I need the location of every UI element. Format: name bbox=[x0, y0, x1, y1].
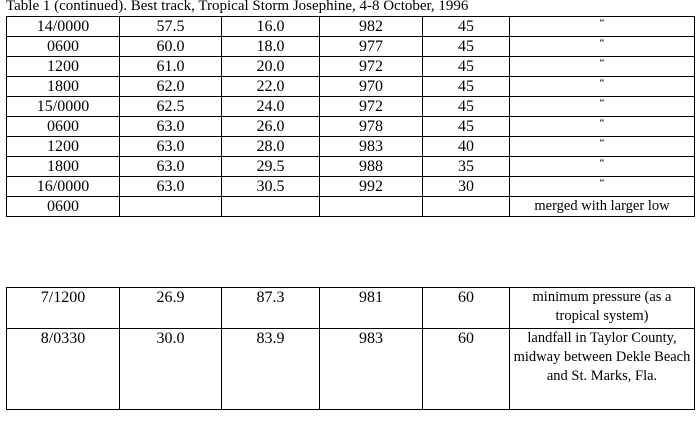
pressure-cell: 983 bbox=[320, 329, 423, 410]
stage-cell: “ bbox=[510, 157, 695, 177]
wind-speed-cell: 60 bbox=[423, 329, 510, 410]
landfall-table bbox=[6, 287, 695, 410]
table-row bbox=[7, 197, 695, 217]
stage-cell: minimum pressure (as a tropical system) bbox=[510, 288, 695, 329]
wind-speed-cell: 30 bbox=[423, 177, 510, 197]
table-row bbox=[7, 157, 695, 177]
wind-speed-cell: 40 bbox=[423, 137, 510, 157]
date-time-cell: 16/0000 bbox=[7, 177, 120, 197]
table-row bbox=[7, 37, 695, 57]
pressure-cell: 992 bbox=[320, 177, 423, 197]
longitude-cell: 22.0 bbox=[222, 77, 320, 97]
pressure-cell: 988 bbox=[320, 157, 423, 177]
table-row bbox=[7, 137, 695, 157]
table-row bbox=[7, 97, 695, 117]
date-time-cell: 0600 bbox=[7, 197, 120, 217]
latitude-cell: 62.0 bbox=[120, 77, 222, 97]
wind-speed-cell: 45 bbox=[423, 77, 510, 97]
longitude-cell: 28.0 bbox=[222, 137, 320, 157]
stage-cell: “ bbox=[510, 117, 695, 137]
date-time-cell: 1200 bbox=[7, 57, 120, 77]
longitude-cell: 83.9 bbox=[222, 329, 320, 410]
table-row bbox=[7, 57, 695, 77]
date-time-cell: 14/0000 bbox=[7, 17, 120, 37]
table-row bbox=[7, 117, 695, 137]
date-time-cell: 1800 bbox=[7, 77, 120, 97]
table-row bbox=[7, 77, 695, 97]
longitude-cell: 26.0 bbox=[222, 117, 320, 137]
date-time-cell: 0600 bbox=[7, 37, 120, 57]
wind-speed-cell: 45 bbox=[423, 17, 510, 37]
latitude-cell: 60.0 bbox=[120, 37, 222, 57]
date-time-cell: 0600 bbox=[7, 117, 120, 137]
table-row bbox=[7, 177, 695, 197]
wind-speed-cell: 35 bbox=[423, 157, 510, 177]
pressure-cell: 970 bbox=[320, 77, 423, 97]
best-track-table bbox=[6, 16, 695, 217]
longitude-cell: 18.0 bbox=[222, 37, 320, 57]
longitude-cell: 30.5 bbox=[222, 177, 320, 197]
pressure-cell: 981 bbox=[320, 288, 423, 329]
pressure-cell: 983 bbox=[320, 137, 423, 157]
latitude-cell: 62.5 bbox=[120, 97, 222, 117]
table-row bbox=[7, 17, 695, 37]
date-time-cell: 7/1200 bbox=[7, 288, 120, 329]
stage-cell: “ bbox=[510, 137, 695, 157]
stage-cell: “ bbox=[510, 77, 695, 97]
wind-speed-cell: 45 bbox=[423, 37, 510, 57]
date-time-cell: 8/0330 bbox=[7, 329, 120, 410]
table-row bbox=[7, 329, 695, 410]
longitude-cell: 87.3 bbox=[222, 288, 320, 329]
pressure-cell: 972 bbox=[320, 97, 423, 117]
stage-cell: “ bbox=[510, 97, 695, 117]
wind-speed-cell bbox=[423, 197, 510, 217]
stage-cell: merged with larger low bbox=[510, 197, 695, 217]
table-row bbox=[7, 288, 695, 329]
latitude-cell: 63.0 bbox=[120, 117, 222, 137]
wind-speed-cell: 45 bbox=[423, 97, 510, 117]
pressure-cell bbox=[320, 197, 423, 217]
latitude-cell: 63.0 bbox=[120, 157, 222, 177]
latitude-cell: 30.0 bbox=[120, 329, 222, 410]
stage-cell: “ bbox=[510, 57, 695, 77]
wind-speed-cell: 45 bbox=[423, 117, 510, 137]
wind-speed-cell: 60 bbox=[423, 288, 510, 329]
stage-cell: landfall in Taylor County, midway between Dekle Beach and St. Marks, Fla. bbox=[510, 329, 695, 410]
table-caption: Table 1 (continued). Best track, Tropical Storm Josephine, 4-8 October, 1996 bbox=[6, 0, 469, 14]
stage-cell: “ bbox=[510, 17, 695, 37]
pressure-cell: 977 bbox=[320, 37, 423, 57]
wind-speed-cell: 45 bbox=[423, 57, 510, 77]
pressure-cell: 978 bbox=[320, 117, 423, 137]
pressure-cell: 982 bbox=[320, 17, 423, 37]
stage-cell: “ bbox=[510, 37, 695, 57]
date-time-cell: 1800 bbox=[7, 157, 120, 177]
latitude-cell: 57.5 bbox=[120, 17, 222, 37]
latitude-cell: 26.9 bbox=[120, 288, 222, 329]
latitude-cell: 61.0 bbox=[120, 57, 222, 77]
latitude-cell bbox=[120, 197, 222, 217]
longitude-cell bbox=[222, 197, 320, 217]
longitude-cell: 16.0 bbox=[222, 17, 320, 37]
latitude-cell: 63.0 bbox=[120, 137, 222, 157]
pressure-cell: 972 bbox=[320, 57, 423, 77]
longitude-cell: 20.0 bbox=[222, 57, 320, 77]
stage-cell: “ bbox=[510, 177, 695, 197]
latitude-cell: 63.0 bbox=[120, 177, 222, 197]
date-time-cell: 1200 bbox=[7, 137, 120, 157]
longitude-cell: 24.0 bbox=[222, 97, 320, 117]
longitude-cell: 29.5 bbox=[222, 157, 320, 177]
date-time-cell: 15/0000 bbox=[7, 97, 120, 117]
